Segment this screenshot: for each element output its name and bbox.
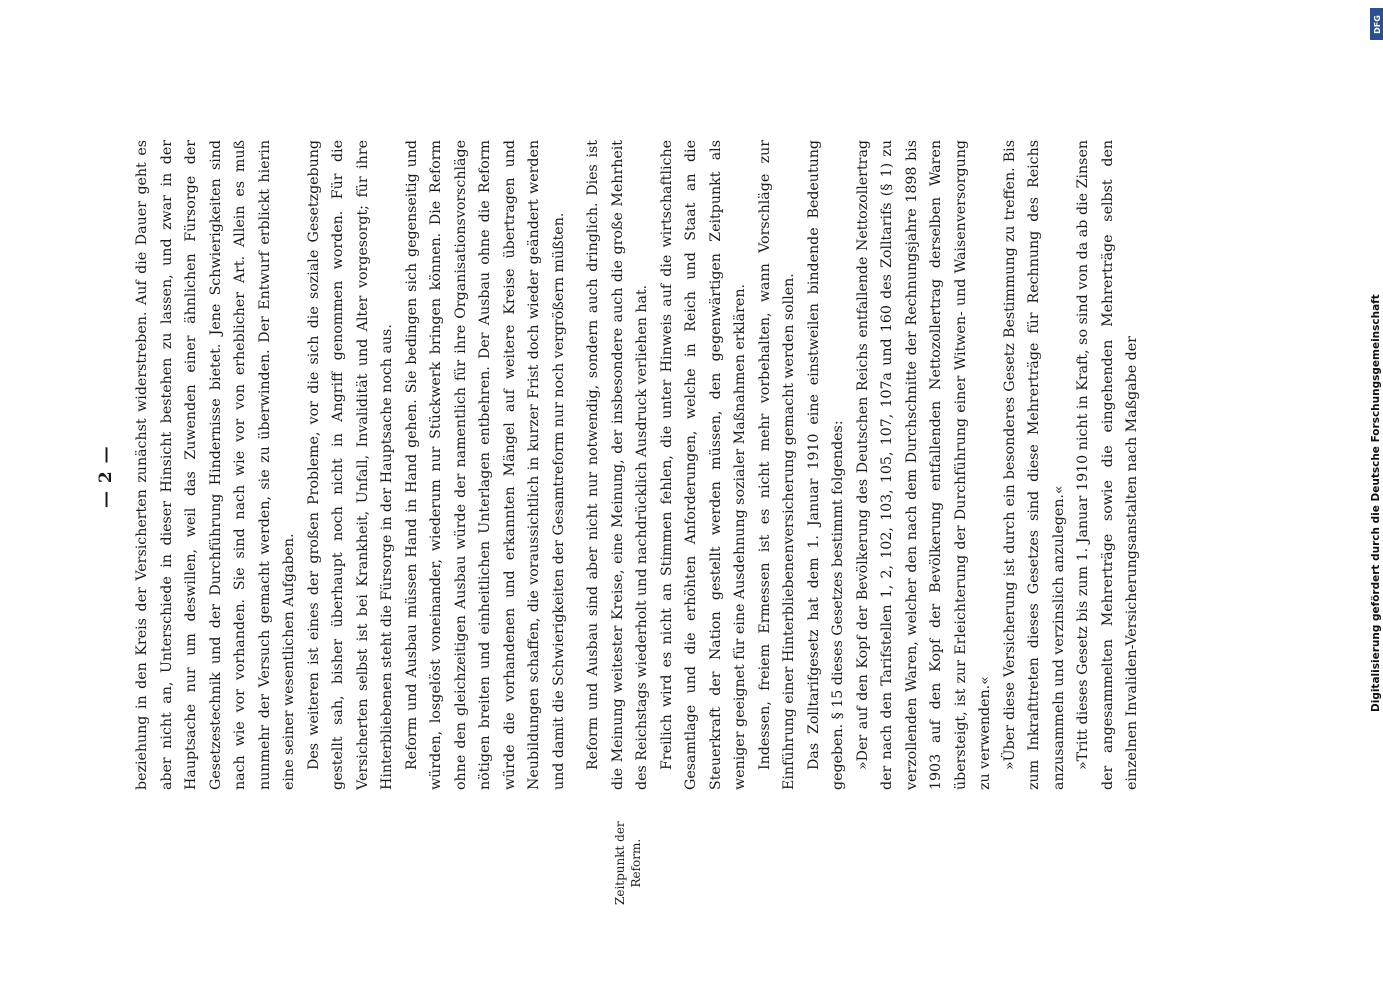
margin-note-line-2: Reform. bbox=[629, 838, 643, 888]
paragraph: »Über diese Versicherung ist durch ein besonderes Gesetz Bestimmung zu treffen. Bis zum Inkrafttreten dieses Gesetzes sind diese Mehrerträge für Rechnung des Reichs anzusammeln und verzinslich anzulegen.« bbox=[1001, 140, 1067, 790]
margin-note bbox=[612, 821, 644, 905]
dfg-logo: DFG bbox=[1370, 8, 1383, 40]
digitization-credit: Digitalisierung gefördert durch die Deutsche Forschungsgemeinschaft bbox=[1370, 294, 1382, 712]
paragraph: »Der auf den Kopf der Bevölkerung des Deutschen Reichs entfallende Nettozollertrag der nach den Tarifstellen 1, 2, 102, 103, 105, 107, 107a und 160 des Zolltarifs (§ 1) zu verzollenden Waren, welcher den nach dem Durchschnitte der Rechnungsjahre 1898 bis 1903 auf den Kopf der Bevölkerung entfallenden Nettozollertrag derselben Waren übersteigt, ist zur Erleichterung der Durchführung einer Witwen- und Waisenversorgung zu verwenden.« bbox=[854, 140, 993, 790]
paragraph: »Tritt dieses Gesetz bis zum 1. Januar 1910 nicht in Kraft, so sind von da ab die Zinsen der angesammelten Mehrerträge sowie die eingehenden Mehrerträge selbst den einzelnen Invaliden-Versicherungsanstalten nach Maßgabe der bbox=[1075, 140, 1140, 790]
paragraph: Das Zolltarifgesetz hat dem 1. Januar 1910 eine einstweilen bindende Bedeutung gegeben. § 15 dieses Gesetzes bestimmt folgendes: bbox=[805, 140, 846, 790]
paragraph: beziehung in den Kreis der Versicherten zunächst widerstreben. Auf die Dauer geht es aber nicht an, Unterschiede in dieser Hinsicht bestehen zu lassen, und zwar in der Hauptsache nur um deswillen, weil das Zuwenden einer ähnlichen Fürsorge der Gesetzestechnik und der Durchführung Hindernisse bietet. Jene Schwierigkeiten sind nach wie vor vorhanden. Sie sind nach wie vor von erheblicher Art. Allein es muß nunmehr der Versuch gemacht werden, sie zu überwinden. Der Entwurf erblickt hierin eine seiner wesentlichen Aufgaben. bbox=[134, 140, 297, 790]
paragraph: Indessen, freiem Ermessen ist es nicht mehr vorbehalten, wann Vorschläge zur Einführung einer Hinterbliebenenversicherung gemacht werden sollen. bbox=[756, 140, 797, 790]
paragraph: Reform und Ausbau sind aber nicht nur notwendig, sondern auch dringlich. Dies ist die Meinung weitester Kreise, eine Meinung, der insbesondere auch die große Mehrheit des Reichstags wiederholt und nachdrücklich Ausdruck verliehen hat. bbox=[585, 140, 650, 790]
margin-note-line-1: Zeitpunkt der bbox=[613, 821, 627, 905]
page-number: — 2 — bbox=[96, 445, 116, 508]
paragraph: Des weiteren ist eines der großen Probleme, vor die sich die soziale Gesetzgebung gestellt sah, bisher überhaupt noch nicht in Angriff genommen worden. Für die Versicherten selbst ist bei Krankheit, Unfall, Invalidität und Alter vorgesorgt; für ihre Hinterbliebenen steht die Fürsorge in der Hauptsache noch aus. bbox=[305, 140, 395, 790]
paragraph: Reform und Ausbau müssen Hand in Hand gehen. Sie bedingen sich gegenseitig und würden, losgelöst voneinander, wiederum nur Stückwerk bringen können. Die Reform ohne den gleichzeitigen Ausbau würde der namentlich für ihre Organisationsvorschläge nötigen breiten und einheitlichen Unterlagen entbehren. Der Ausbau ohne die Reform würde die vorhandenen und erkannten Mängel auf weitere Kreise übertragen und Neubildungen schaffen, die voraussichtlich in kurzer Frist doch wieder geändert werden und damit die Schwierigkeiten der Gesamtreform nur noch vergrößern müßten. bbox=[403, 140, 567, 790]
paragraph: Freilich wird es nicht an Stimmen fehlen, die unter Hinweis auf die wirtschaftliche Gesamtlage und die erhöhten Anforderungen, welche in Reich und Staat an die Steuerkraft der Nation gestellt werden müssen, den gegenwärtigen Zeitpunkt als weniger geeignet für eine Ausdehnung sozialer Maßnahmen erklären. bbox=[658, 140, 748, 790]
document-body bbox=[130, 140, 1145, 790]
